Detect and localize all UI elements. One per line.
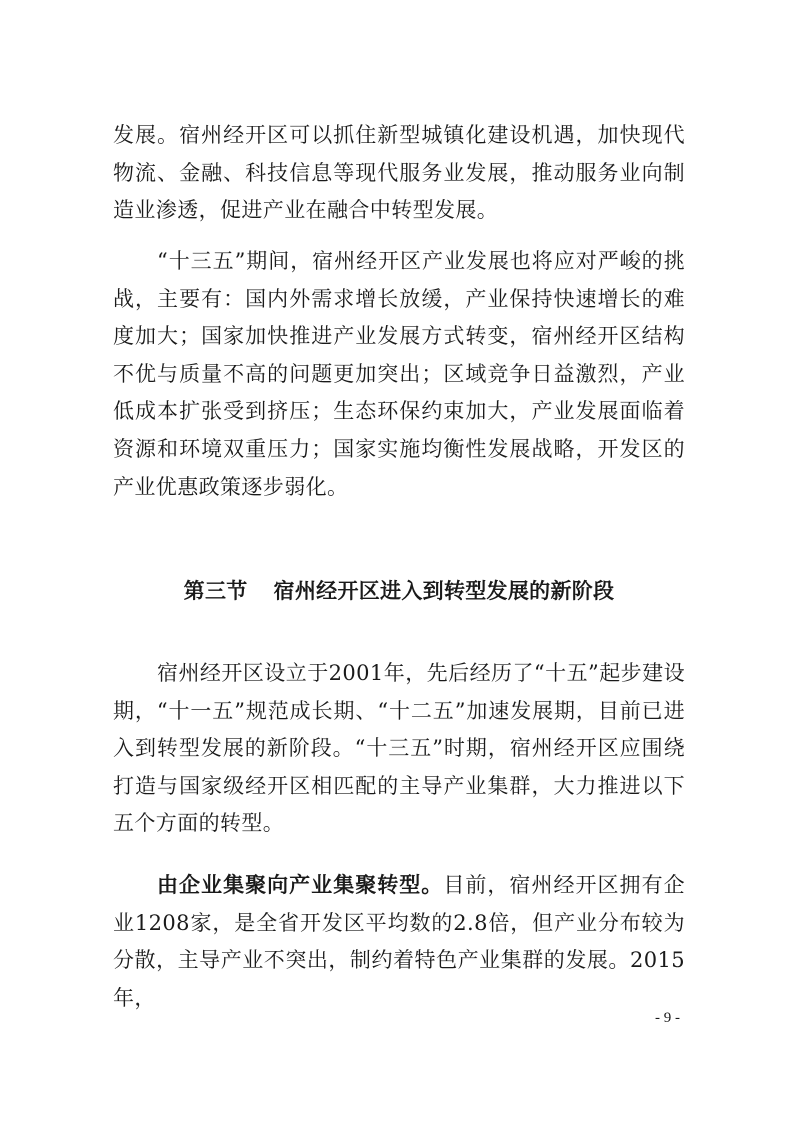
paragraph-4-lead: 由企业集聚向产业集聚转型。 <box>157 873 444 897</box>
paragraph-4 <box>113 867 685 1017</box>
section-title: 宿州经开区进入到转型发展的新阶段 <box>273 579 615 603</box>
paragraph-2: “十三五”期间，宿州经开区产业发展也将应对严峻的挑战，主要有：国内外需求增长放缓，产业保持快速增长的难度加大；国家加快推进产业发展方式转变，宿州经开区结构不优与质量不高的问题更加突出；区域竞争日益激烈，产业低成本扩张受到挤压；生态环保约束加大，产业发展面临着资源和环境双重压力；国家实施均衡性发展战略，开发区的产业优惠政策逐步弱化。 <box>113 249 685 499</box>
section-number: 第三节 <box>183 579 248 603</box>
paragraph-4-body: 目前，宿州经开区拥有企业1208家，是全省开发区平均数的2.8倍，但产业分布较为分散，主导产业不突出，制约着特色产业集群的发展。2015年， <box>113 873 685 1010</box>
paragraph-1: 发展。宿州经开区可以抓住新型城镇化建设机遇，加快现代物流、金融、科技信息等现代服务业发展，推动服务业向制造业渗透，促进产业在融合中转型发展。 <box>113 123 685 223</box>
paragraph-3: 宿州经开区设立于2001年，先后经历了“十五”起步建设期，“十一五”规范成长期、“十二五”加速发展期，目前已进入到转型发展的新阶段。“十三五”时期，宿州经开区应围绕打造与国家级经开区相匹配的主导产业集群，大力推进以下五个方面的转型。 <box>113 661 685 836</box>
section-heading <box>113 576 685 606</box>
page-number: - 9 - <box>655 1010 680 1026</box>
